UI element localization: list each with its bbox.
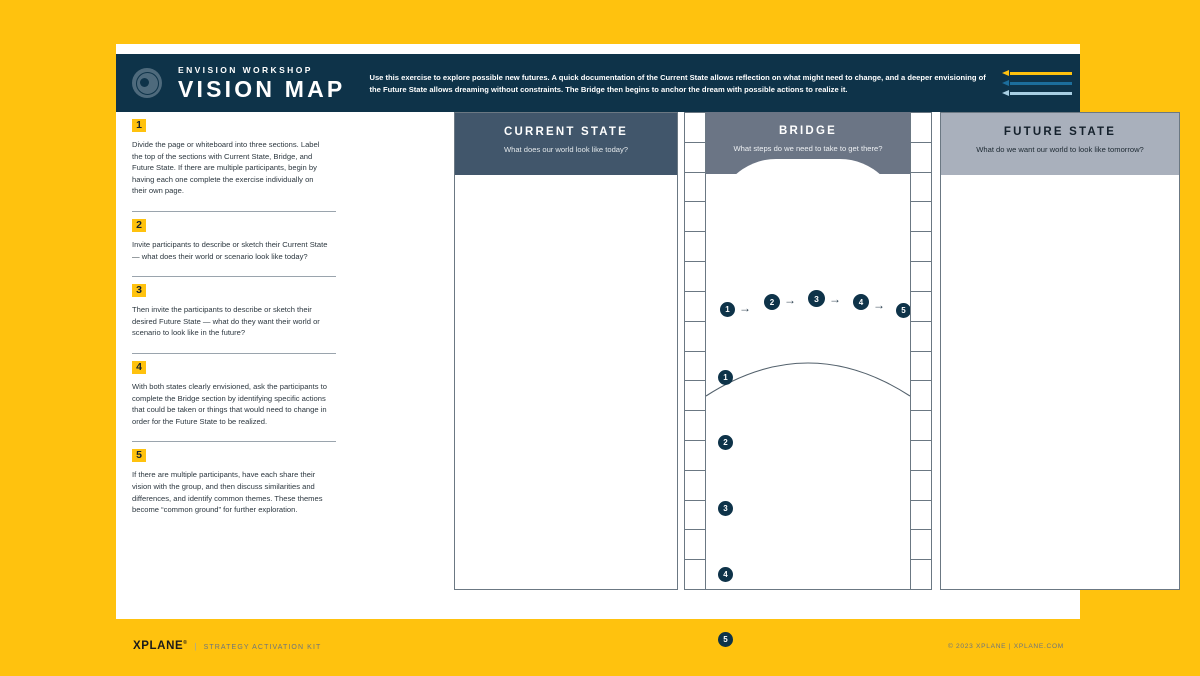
bridge-dome-shape <box>716 159 900 174</box>
panel-current-state-title: CURRENT STATE <box>503 126 628 138</box>
panel-current-state-header <box>455 113 677 175</box>
step-number: 4 <box>132 361 146 374</box>
bridge-arc-step-4[interactable]: 4 <box>853 294 869 310</box>
worksheet-content <box>116 112 1144 644</box>
instructions-column <box>132 112 336 619</box>
panel-future-state-subtitle: What do we want our world to look like tomorrow? <box>976 145 1144 154</box>
step-number: 3 <box>132 284 146 297</box>
panel-future-state-title: FUTURE STATE <box>1003 126 1117 138</box>
bridge-deck-step-1[interactable]: 1 <box>718 370 733 385</box>
bridge-tower-left <box>684 112 706 590</box>
panel-current-state[interactable] <box>454 112 678 590</box>
title-block <box>178 65 369 102</box>
step-number: 1 <box>132 119 146 132</box>
bridge-deck[interactable] <box>705 174 911 590</box>
step-text: Invite participants to describe or sketch their Current State — what does their world or scenario look like today? <box>132 239 328 261</box>
xplane-logo: XPLANE® <box>133 640 188 652</box>
panel-bridge[interactable] <box>684 112 932 644</box>
bridge-deck-step-2[interactable]: 2 <box>718 435 733 450</box>
step-text: Then invite the participants to describe or sketch their desired Future State — what do they want their world or scenario to look like in the future? <box>132 305 320 338</box>
panel-future-state[interactable] <box>940 112 1180 590</box>
bridge-deck-step-3[interactable]: 3 <box>718 501 733 516</box>
panel-current-state-subtitle: What does our world look like today? <box>503 145 629 154</box>
panel-bridge-subtitle: What steps do we need to take to get there? <box>733 144 883 153</box>
page-title: VISION MAP <box>178 75 346 102</box>
arrow-left-gold <box>1002 71 1072 76</box>
header-description: Use this exercise to explore possible new futures. A quick documentation of the Current State allows reflection on what might need to change, and a deeper envisioning of the Future State allows dreaming without constraints. The Bridge then begins to anchor the dream with possible actions to realize it. <box>369 73 986 94</box>
bridge-arc-step-2[interactable]: 2 <box>764 294 780 310</box>
page-header <box>116 54 1080 112</box>
arrow-left-light-blue <box>1002 91 1072 96</box>
bridge-arc-arrow-4: → <box>873 298 885 312</box>
bridge-arc-step-5[interactable]: 5 <box>896 303 911 318</box>
footer-kit-label: STRATEGY ACTIVATION KIT <box>203 644 322 651</box>
panel-bridge-title: BRIDGE <box>779 125 837 137</box>
panel-bridge-header <box>706 112 910 174</box>
logo-wrap <box>116 68 178 98</box>
step-text: With both states clearly envisioned, ask the participants to complete the Bridge section by identifying specific actions that could be taken or things that would need to change in order for the Future State to be realized. <box>132 381 328 426</box>
instruction-step-4 <box>132 353 336 441</box>
panel-current-state-canvas[interactable] <box>455 175 677 591</box>
footer-brand-group <box>133 640 321 652</box>
footer-divider: | <box>194 642 197 651</box>
bridge-arc-arrow-3: → <box>829 292 841 306</box>
instruction-step-1 <box>132 112 336 211</box>
step-number: 5 <box>132 449 146 462</box>
bridge-arc-step-3[interactable]: 3 <box>808 290 825 307</box>
bridge-arc-arrow-2: → <box>784 293 796 307</box>
header-arrow-group <box>994 71 1080 96</box>
compass-circle-icon <box>132 68 162 98</box>
arrow-left-blue <box>1002 81 1072 86</box>
instruction-step-5 <box>132 441 336 529</box>
panel-future-state-header <box>941 113 1179 175</box>
bridge-arc-arrow-1: → <box>739 301 751 315</box>
instruction-step-3 <box>132 276 336 353</box>
step-number: 2 <box>132 219 146 232</box>
step-text: If there are multiple participants, have each share their vision with the group, and then discuss similarities and differences, and identify common themes. These themes become “common ground” for further exploration. <box>132 470 323 515</box>
bridge-deck-step-4[interactable]: 4 <box>718 567 733 582</box>
bridge-arc-step-1[interactable]: 1 <box>720 302 735 317</box>
panel-future-state-canvas[interactable] <box>941 175 1179 591</box>
bridge-deck-step-5[interactable]: 5 <box>718 632 733 647</box>
bridge-tower-right <box>910 112 932 590</box>
page-footer <box>116 633 1080 659</box>
worksheet-page <box>116 44 1144 652</box>
instruction-step-2 <box>132 211 336 276</box>
header-kicker: ENVISION WORKSHOP <box>178 64 313 75</box>
step-text: Divide the page or whiteboard into three sections. Label the top of the sections with Current State, Bridge, and Future State. If there are multiple participants, begin by having each one complete the exercise individually on their own page. <box>132 140 320 196</box>
footer-copyright: © 2023 XPLANE | XPLANE.COM <box>947 642 1064 650</box>
